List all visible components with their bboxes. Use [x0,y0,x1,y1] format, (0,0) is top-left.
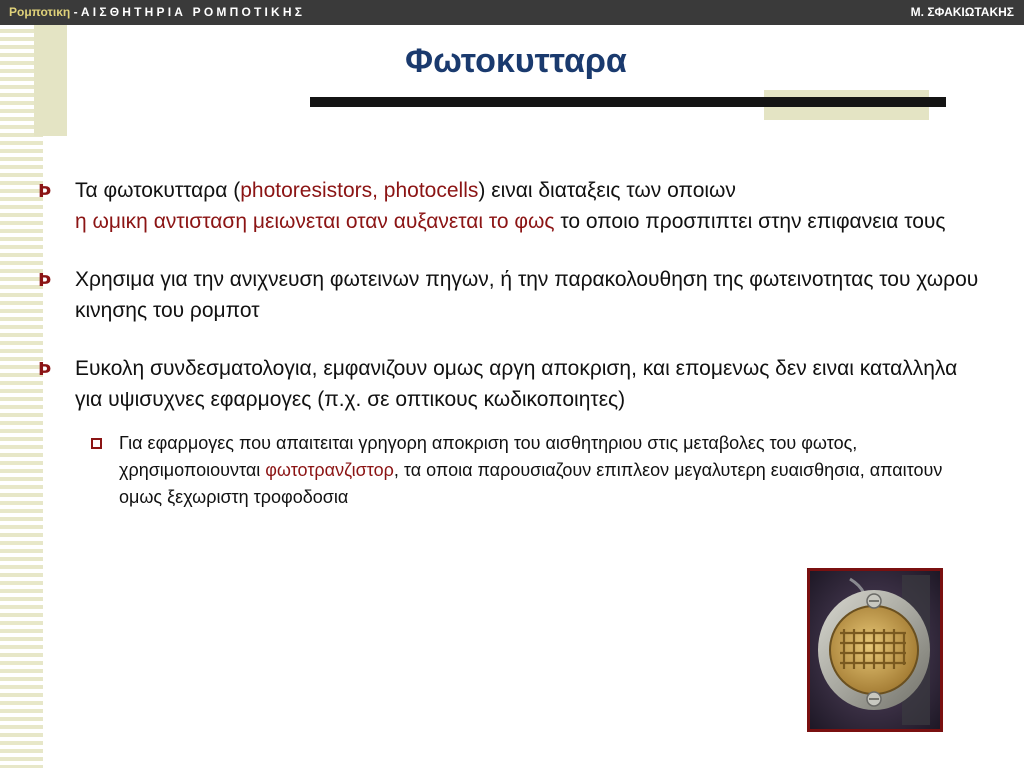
subject-name: ΑΙΣΘΗΤΗΡΙΑ ΡΟΜΠΟΤΙΚΗΣ [80,5,306,19]
highlight-text: η ωμικη αντισταση μειωνεται οταν αυξανεται το φως [75,209,555,233]
photocell-illustration [810,571,940,729]
bullet-item-1 [38,176,988,237]
bullet-text: Χρησιμα για την ανιχνευση φωτεινων πηγων, ή την παρακολουθηση της φωτεινοτητας του χωρου κινησης του ρομποτ [75,268,979,322]
sub-bullet-text: Για εφαρμογες που απαιτειται γρηγορη αποκριση του αισθητηριου στις μεταβολες του φωτος, χρησιμοποιουνται [119,433,858,480]
sub-bullet-item [83,430,953,511]
bullet-text: Ευκολη συνδεσματολογια, εμφανιζουν ομως αργη αποκριση, και επομενως δεν ειναι καταλληλα για υψισυχνες εφαρμογες (π.χ. σε οπτικους κωδικοποιητες) [75,357,958,411]
bullet-text: Τα φωτοκυτταρα ( [75,179,241,202]
decorative-stripes [0,25,43,768]
sub-bullet-text: , τα οποια παρουσιαζουν επιπλεον μεγαλυτερη ευαισθησια, απαιτουν ομως ξεχωριστη τροφοδοσια [119,460,943,507]
arrow-bullet-icon: Þ [38,359,52,380]
arrow-bullet-icon: Þ [38,181,52,202]
bullet-item-3 [38,354,988,415]
photocell-photo [807,568,943,732]
highlight-text: photoresistors, photocells [240,179,479,202]
highlight-text: φωτοτρανζιστορ [265,460,394,480]
header-bar [0,0,1024,25]
header-left [9,5,305,19]
slide-title: Φωτοκυτταρα [405,42,627,80]
author-name: Μ. ΣΦΑΚΙΩΤΑΚΗΣ [910,5,1014,19]
bullet-text: το οποιο προσπιπτει στην επιφανεια τους [554,209,946,233]
title-underline-end [764,97,946,107]
header-separator: - [70,5,81,19]
bullet-text: ) ειναι διαταξεις των οποιων [478,179,736,202]
bullet-list [38,176,988,511]
arrow-bullet-icon: Þ [38,270,52,291]
hollow-square-icon [91,438,102,449]
course-name: Ρομποτικη [9,5,71,19]
bullet-item-2 [38,265,988,326]
